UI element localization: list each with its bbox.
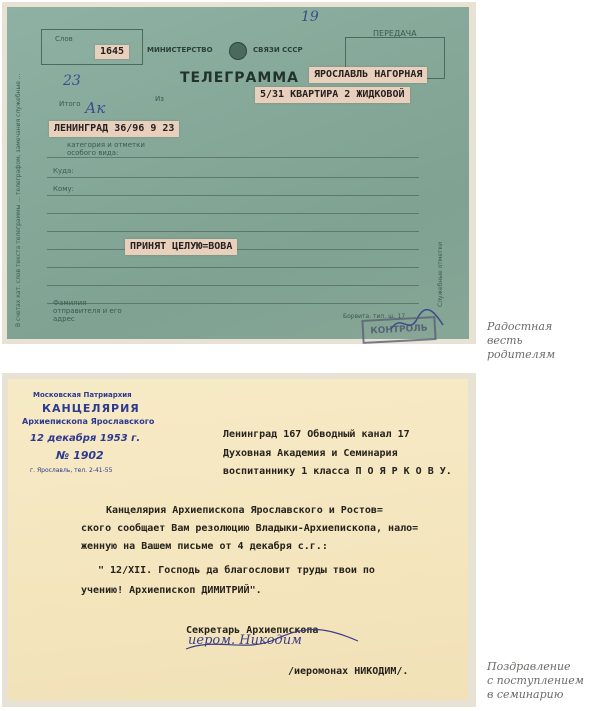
telegram-title: ТЕЛЕГРАММА (180, 70, 300, 86)
quote-line-2: учению! Архиепископ ДИМИТРИЙ". (81, 585, 262, 596)
pencil-mark-23: 23 (63, 73, 81, 89)
signed-name: /иеромонах НИКОДИМ/. (288, 666, 409, 677)
form-line (47, 177, 419, 178)
telegram-side-print: В счетах кат. слов текста телеграммы ... телеграфом, замечания служебные ... (15, 73, 22, 327)
letter-caption-line: с поступлением (487, 674, 584, 687)
stamp-chancellery: КАНЦЕЛЯРИЯ (42, 402, 140, 415)
stamp-address: г. Ярославль, тел. 2-41-55 (30, 467, 113, 474)
address-strip-2: 5/31 КВАРТИРА 2 ЖИДКОВОЙ (255, 87, 410, 103)
box-number: 1645 (95, 45, 129, 59)
telegram-right-side-print: Служебные отметки (437, 241, 444, 307)
ministry-label: МИНИСТЕРСТВО (147, 46, 213, 54)
telegram-form (7, 7, 469, 339)
label-slov: Слов (55, 35, 73, 43)
form-line (47, 285, 419, 286)
label-kuda: Куда: (53, 167, 74, 175)
stamp-date: 12 декабря 1953 г. (30, 433, 141, 444)
label-sender: Фамилия отправителя и его адрес (53, 299, 122, 323)
letter-caption (487, 660, 584, 702)
form-line (47, 267, 419, 268)
body-line-1: Канцелярия Архиепископа Ярославского и Ростов= (106, 505, 383, 516)
stamp-number: № 1902 (56, 449, 104, 462)
label-komu: Кому: (53, 185, 75, 193)
ministry-of-label: СВЯЗИ СССР (253, 46, 303, 54)
stamp-archbishop: Архиепископа Ярославского (22, 417, 155, 426)
address-line-3: воспитаннику 1 класса П О Я Р К О В У. (223, 466, 452, 477)
form-line (47, 213, 419, 214)
telegram-caption (487, 320, 589, 362)
address-line-1: Ленинград 167 Обводный канал 17 (223, 429, 410, 440)
control-stamp: КОНТРОЛЬ (361, 316, 436, 344)
label-from: Из (155, 95, 164, 103)
letter-page (8, 379, 468, 700)
letter-caption-line: Поздравление (487, 660, 571, 673)
pencil-initials: Ак (85, 99, 106, 117)
pencil-mark-top: 19 (301, 9, 319, 25)
address-strip-1: ЯРОСЛАВЛЬ НАГОРНАЯ (309, 67, 427, 83)
origin-strip: ЛЕНИНГРАД 36/96 9 23 (49, 121, 179, 137)
printer-note: Борвита. тип. ш. 17 (343, 313, 406, 320)
message-strip: ПРИНЯТ ЦЕЛУЮ=ВОВА (125, 239, 237, 255)
form-line (47, 231, 419, 232)
stamp-patriarchy: Московская Патриархия (33, 391, 132, 399)
transmission-label: ПЕРЕДАЧА (373, 29, 417, 38)
label-itogo: Итого (59, 100, 81, 108)
label-category: категория и отметки особого вида: (67, 141, 145, 157)
telegram-caption-line: Радостная (487, 320, 553, 333)
secretary-title: Секретарь Архиепископа (186, 625, 319, 636)
telegram-caption-line: весть родителям (487, 334, 556, 361)
form-line (47, 195, 419, 196)
address-line-2: Духовная Академия и Семинария (223, 448, 398, 459)
form-line (47, 157, 419, 158)
letter-caption-line: в семинарию (487, 688, 564, 701)
body-line-3: женную на Вашем письме от 4 декабря с.г.: (81, 541, 328, 552)
body-line-2: ского сообщает Вам резолюцию Владыки-Архиепископа, нало= (81, 523, 419, 534)
quote-line-1: " 12/XII. Господь да благословит труды твои по (98, 565, 375, 576)
ussr-emblem-icon (229, 42, 247, 60)
handwritten-signature: иером. Никодим (188, 633, 302, 648)
